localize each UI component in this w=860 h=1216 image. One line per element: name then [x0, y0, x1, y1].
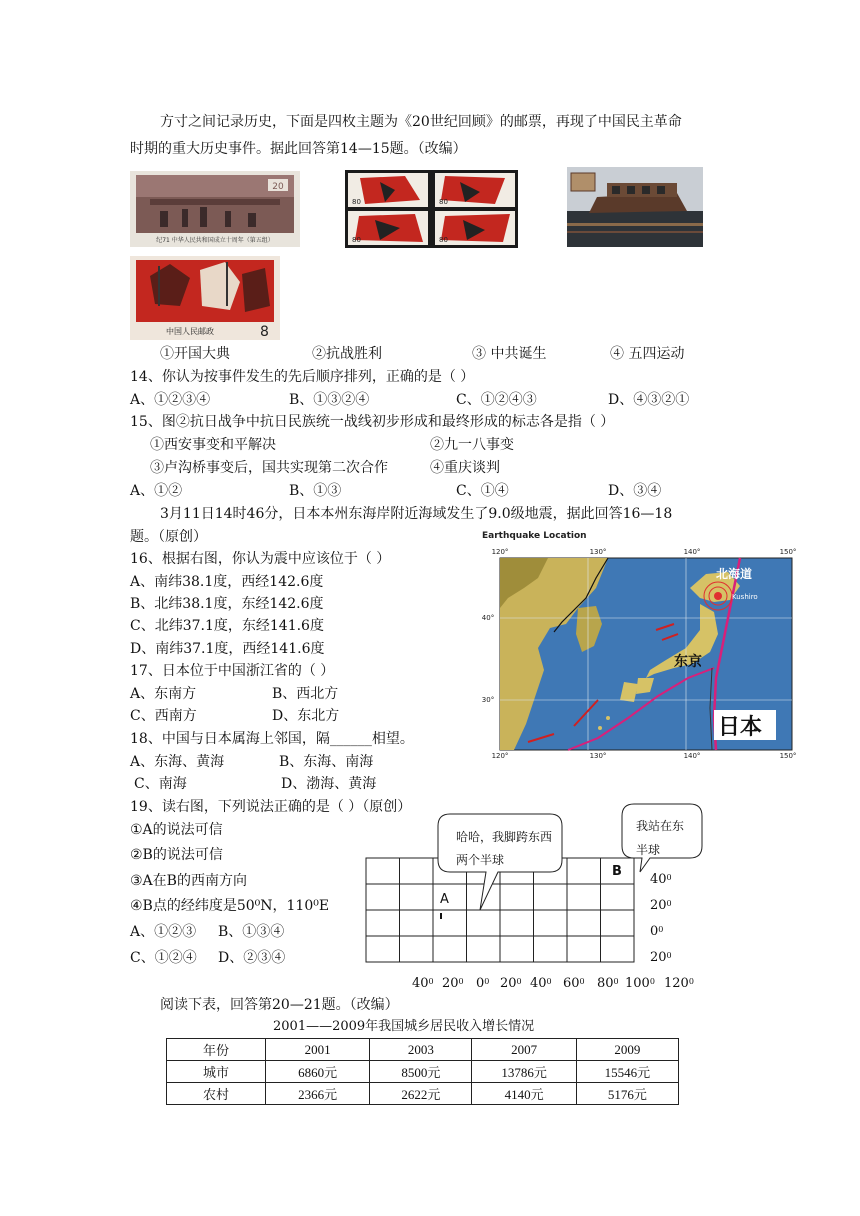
- stamp-party-founding: [567, 167, 703, 247]
- svg-text:130°: 130°: [589, 548, 607, 556]
- q15-option-d: D、③④: [608, 483, 662, 499]
- table-header-cell: 年份: [167, 1039, 266, 1061]
- q17-stem: 17、日本位于中国浙江省的（ ）: [130, 663, 335, 679]
- q19-option-a: A、①②③: [130, 924, 197, 940]
- stamp4-caption: 中国人民邮政: [166, 327, 214, 336]
- q19-lon-120e: $120^0$: [664, 976, 694, 991]
- q15-option-a: A、①②: [130, 483, 183, 499]
- q18-option-c: C、南海: [134, 776, 187, 792]
- svg-text:150°: 150°: [779, 752, 796, 760]
- quake-intro-line2: 题。（原创）: [130, 529, 207, 545]
- svg-text:120°: 120°: [491, 752, 509, 760]
- q15-option-c: C、①④: [456, 483, 509, 499]
- table-row: [167, 1061, 679, 1083]
- q19-lon-40e: $40^0$: [530, 976, 552, 991]
- q14-stem: 14、你认为按事件发生的先后顺序排列，正确的是（ ）: [130, 369, 475, 385]
- q18-option-a: A、东海、黄海: [130, 754, 225, 770]
- q19-lat-20s: $20^0$: [650, 950, 672, 965]
- svg-text:140°: 140°: [683, 752, 701, 760]
- q15-option-b: B、①③: [289, 483, 342, 499]
- q19-lon-40w: $40^0$: [412, 976, 434, 991]
- earthquake-map: [478, 528, 796, 760]
- svg-text:30°: 30°: [481, 696, 495, 704]
- q19-point-b: B: [612, 864, 622, 879]
- map-label-hokkaido: 北海道: [716, 567, 753, 581]
- q15-item-2: ②九一八事变: [430, 437, 514, 453]
- q19-option-b: B、①③④: [218, 924, 285, 940]
- q16-stem: 16、根据右图，你认为震中应该位于（ ）: [130, 551, 391, 567]
- stamp-war-victory: [345, 170, 518, 248]
- table-cell: 城市: [167, 1061, 266, 1083]
- table-intro: 阅读下表，回答第20—21题。（改编）: [160, 997, 399, 1013]
- q19-stem: 19、读右图，下列说法正确的是（ ）（原创）: [130, 799, 412, 815]
- q14-option-c: C、①②④③: [456, 392, 537, 408]
- stamp-founding-ceremony: [130, 171, 300, 247]
- q19-bubble-b-line1: 我站在东: [636, 819, 685, 833]
- q17-option-b: B、西北方: [272, 686, 339, 702]
- map-label-kushiro: Kushiro: [732, 593, 758, 601]
- q19-option-c: C、①②④: [130, 950, 197, 966]
- stamp-may-fourth: [130, 256, 280, 340]
- table-header-cell: 2009: [576, 1039, 678, 1061]
- table-header-cell: 2001: [266, 1039, 370, 1061]
- q19-lon-20e: $20^0$: [500, 976, 522, 991]
- q16-option-d: D、南纬37.1度，西经141.6度: [130, 641, 325, 657]
- q19-option-d: D、②③④: [218, 950, 286, 966]
- intro-line1: 方寸之间记录历史，下面是四枚主题为《20世纪回顾》的邮票，再现了中国民主革命: [160, 114, 682, 130]
- svg-text:80: 80: [439, 236, 448, 244]
- q18-option-b: B、东海、南海: [279, 754, 374, 770]
- q19-item-1: ①A的说法可信: [130, 822, 223, 838]
- table-header-cell: 2003: [370, 1039, 472, 1061]
- map-label-tokyo: 东京: [674, 654, 702, 670]
- q15-item-3: ③卢沟桥事变后，国共实现第二次合作: [150, 460, 388, 476]
- table-cell: 6860元: [266, 1061, 370, 1083]
- q17-option-a: A、东南方: [130, 686, 197, 702]
- q15-item-4: ④重庆谈判: [430, 460, 500, 476]
- map-title: Earthquake Location: [482, 531, 587, 541]
- stamp-label-4: ④ 五四运动: [610, 346, 685, 362]
- q19-lon-80e: $80^0$: [597, 976, 619, 991]
- stamp1-caption: 纪71 中华人民共和国成立十周年（第五组）: [156, 237, 274, 244]
- table-title: 2001——2009年我国城乡居民收入增长情况: [273, 1019, 535, 1034]
- table-cell: 农村: [167, 1083, 266, 1105]
- intro-line2: 时期的重大历史事件。据此回答第14—15题。（改编）: [130, 141, 467, 157]
- stamp-label-1: ①开国大典: [160, 346, 230, 362]
- q14-option-d: D、④③②①: [608, 392, 690, 408]
- table-cell: 8500元: [370, 1061, 472, 1083]
- q16-option-c: C、北纬37.1度，东经141.6度: [130, 618, 324, 634]
- stamp-label-3: ③ 中共诞生: [472, 346, 547, 362]
- table-cell: 2622元: [370, 1083, 472, 1105]
- q17-option-d: D、东北方: [272, 708, 340, 724]
- q19-lon-60e: $60^0$: [563, 976, 585, 991]
- q19-lat-40: $40^0$: [650, 872, 672, 887]
- map-label-japan: 日本: [718, 715, 763, 740]
- svg-text:130°: 130°: [589, 752, 607, 760]
- svg-text:20: 20: [272, 182, 284, 192]
- q19-item-3: ③A在B的西南方向: [130, 873, 247, 889]
- svg-text:80: 80: [352, 198, 361, 206]
- q16-option-a: A、南纬38.1度，西经142.6度: [130, 574, 324, 590]
- q17-option-c: C、西南方: [130, 708, 197, 724]
- q18-stem: 18、中国与日本属海上邻国，隔______相望。: [130, 731, 414, 747]
- table-cell: 4140元: [472, 1083, 576, 1105]
- table-cell: 13786元: [472, 1061, 576, 1083]
- svg-text:150°: 150°: [779, 548, 796, 556]
- q16-option-b: B、北纬38.1度，东经142.6度: [130, 596, 324, 612]
- svg-text:140°: 140°: [683, 548, 701, 556]
- q19-bubble-a-line2: 两个半球: [456, 853, 505, 867]
- q19-lon-20w: $20^0$: [442, 976, 464, 991]
- q15-stem: 15、图②抗日战争中抗日民族统一战线初步形成和最终形成的标志各是指（ ）: [130, 414, 615, 430]
- q19-lat-20n: $20^0$: [650, 898, 672, 913]
- svg-text:80: 80: [352, 236, 361, 244]
- table-header-cell: 2007: [472, 1039, 576, 1061]
- q14-option-b: B、①③②④: [289, 392, 370, 408]
- stamp4-value: 8: [260, 324, 269, 340]
- q19-lat-0: $0^0$: [650, 924, 664, 939]
- q14-option-a: A、①②③④: [130, 392, 211, 408]
- table-row: [167, 1083, 679, 1105]
- table-header-row: [167, 1039, 679, 1061]
- quake-intro-line1: 3月11日14时46分，日本本州东海岸附近海域发生了9.0级地震，据此回答16—18: [160, 506, 673, 522]
- svg-text:120°: 120°: [491, 548, 509, 556]
- q19-bubble-b-line2: 半球: [636, 843, 661, 857]
- svg-text:40°: 40°: [481, 614, 495, 622]
- q19-lon-100e: $100^0$: [625, 976, 655, 991]
- q19-item-2: ②B的说法可信: [130, 847, 223, 863]
- q19-bubble-a-line1: 哈哈，我脚跨东西: [456, 830, 553, 844]
- svg-text:80: 80: [439, 198, 448, 206]
- table-cell: 15546元: [576, 1061, 678, 1083]
- income-table: [166, 1038, 679, 1105]
- q19-point-a: A: [440, 892, 449, 907]
- table-cell: 5176元: [576, 1083, 678, 1105]
- q19-lon-0: $0^0$: [476, 976, 490, 991]
- q15-item-1: ①西安事变和平解决: [150, 437, 276, 453]
- table-cell: 2366元: [266, 1083, 370, 1105]
- stamp-label-2: ②抗战胜利: [312, 346, 382, 362]
- q18-option-d: D、渤海、黄海: [281, 776, 377, 792]
- q19-item-4: ④B点的经纬度是50⁰N，110⁰E: [130, 898, 330, 914]
- q19-point-a-mark: [440, 913, 442, 919]
